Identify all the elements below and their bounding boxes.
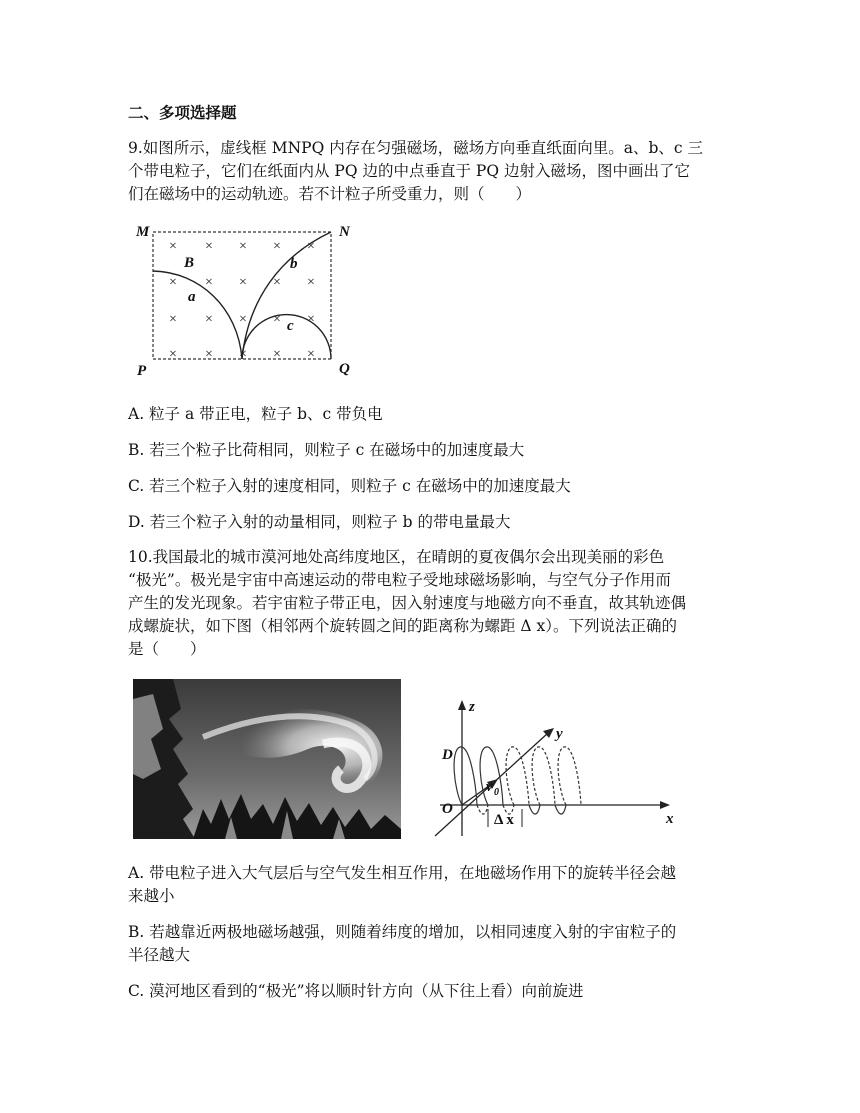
label-N: N xyxy=(339,224,350,240)
q10-option-a-line-1: A. 带电粒子进入大气层后与空气发生相互作用，在地磁场作用下的旋转半径会越 xyxy=(128,864,677,882)
label-delta-x: Δ x xyxy=(494,812,514,828)
q10-stem-line-4: 成螺旋状，如下图（相邻两个旋转圆之间的距离称为螺距 Δ x）。下列说法正确的 xyxy=(128,617,678,635)
z-axis-arrow xyxy=(458,700,466,710)
label-D: D xyxy=(442,747,453,763)
label-v0-subscript: 0 xyxy=(494,787,499,798)
q9-stem-line-3: 们在磁场中的运动轨迹。若不计粒子所受重力，则（ ） xyxy=(128,185,532,203)
svg-text:×: × xyxy=(273,239,281,254)
q10-option-c: C. 漠河地区看到的“极光”将以顺时针方向（从下往上看）向前旋进 xyxy=(128,982,584,1000)
svg-text:×: × xyxy=(169,312,177,327)
label-v0: v xyxy=(486,779,493,795)
q10-stem-line-5: 是（ ） xyxy=(128,640,206,658)
label-b: b xyxy=(290,256,298,272)
q10-option-a-line-2: 来越小 xyxy=(128,887,175,905)
q10-stem-line-1: 10.我国最北的城市漠河地处高纬度地区，在晴朗的夏夜偶尔会出现美丽的彩色 xyxy=(128,548,665,566)
x-axis-arrow xyxy=(660,801,670,809)
q10-stem-line-3: 产生的发光现象。若宇宙粒子带正电，因入射速度与地磁方向不垂直，故其轨迹偶 xyxy=(128,594,687,612)
label-M: M xyxy=(136,224,150,240)
q9-option-c: C. 若三个粒子入射的速度相同，则粒子 c 在磁场中的加速度最大 xyxy=(128,477,571,495)
q10-stem-line-2: “极光”。极光是宇宙中高速运动的带电粒子受地球磁场影响，与空气分子作用而 xyxy=(128,571,671,589)
svg-text:×: × xyxy=(205,239,213,254)
label-c: c xyxy=(287,318,294,334)
label-x: x xyxy=(666,811,674,827)
label-z: z xyxy=(469,699,475,715)
label-a: a xyxy=(188,289,196,305)
svg-text:×: × xyxy=(205,347,213,362)
svg-text:×: × xyxy=(307,312,315,327)
svg-text:×: × xyxy=(239,312,247,327)
label-O: O xyxy=(442,801,453,817)
trajectory-a xyxy=(153,271,242,359)
q9-option-a: A. 粒子 a 带正电，粒子 b、c 带负电 xyxy=(128,405,383,423)
label-y: y xyxy=(556,726,563,742)
svg-text:×: × xyxy=(273,347,281,362)
label-Q: Q xyxy=(339,361,350,377)
svg-text:×: × xyxy=(169,347,177,362)
svg-text:×: × xyxy=(273,312,281,327)
label-P: P xyxy=(137,363,147,379)
q10-option-b-line-1: B. 若越靠近两极地磁场越强，则随着纬度的增加，以相同速度入射的宇宙粒子的 xyxy=(128,923,677,941)
helix-path xyxy=(454,747,581,814)
svg-text:×: × xyxy=(169,239,177,254)
q9-stem-line-1: 9.如图所示，虚线框 MNPQ 内存在匀强磁场，磁场方向垂直纸面向里。a、b、c 三 xyxy=(128,139,703,157)
svg-text:×: × xyxy=(239,239,247,254)
svg-text:×: × xyxy=(205,312,213,327)
svg-text:×: × xyxy=(307,275,315,290)
svg-text:×: × xyxy=(205,275,213,290)
svg-text:×: × xyxy=(307,239,315,254)
section-title: 二、多项选择题 xyxy=(128,104,237,122)
q9-stem-line-2: 个带电粒子，它们在纸面内从 PQ 边的中点垂直于 PQ 边射入磁场，图中画出了它 xyxy=(128,162,690,180)
svg-text:×: × xyxy=(239,275,247,290)
svg-text:×: × xyxy=(273,275,281,290)
q10-option-b-line-2: 半径越大 xyxy=(128,946,191,964)
q9-option-b: B. 若三个粒子比荷相同，则粒子 c 在磁场中的加速度最大 xyxy=(128,441,525,459)
label-B: B xyxy=(184,255,195,271)
trajectory-b xyxy=(242,232,331,359)
q9-option-d: D. 若三个粒子入射的动量相同，则粒子 b 的带电量最大 xyxy=(128,513,511,531)
aurora-photo xyxy=(133,679,401,839)
q9-magnetic-field-figure xyxy=(130,218,370,380)
svg-text:×: × xyxy=(239,347,247,362)
svg-text:×: × xyxy=(307,347,315,362)
svg-text:×: × xyxy=(169,275,177,290)
q10-helix-diagram xyxy=(430,695,685,845)
